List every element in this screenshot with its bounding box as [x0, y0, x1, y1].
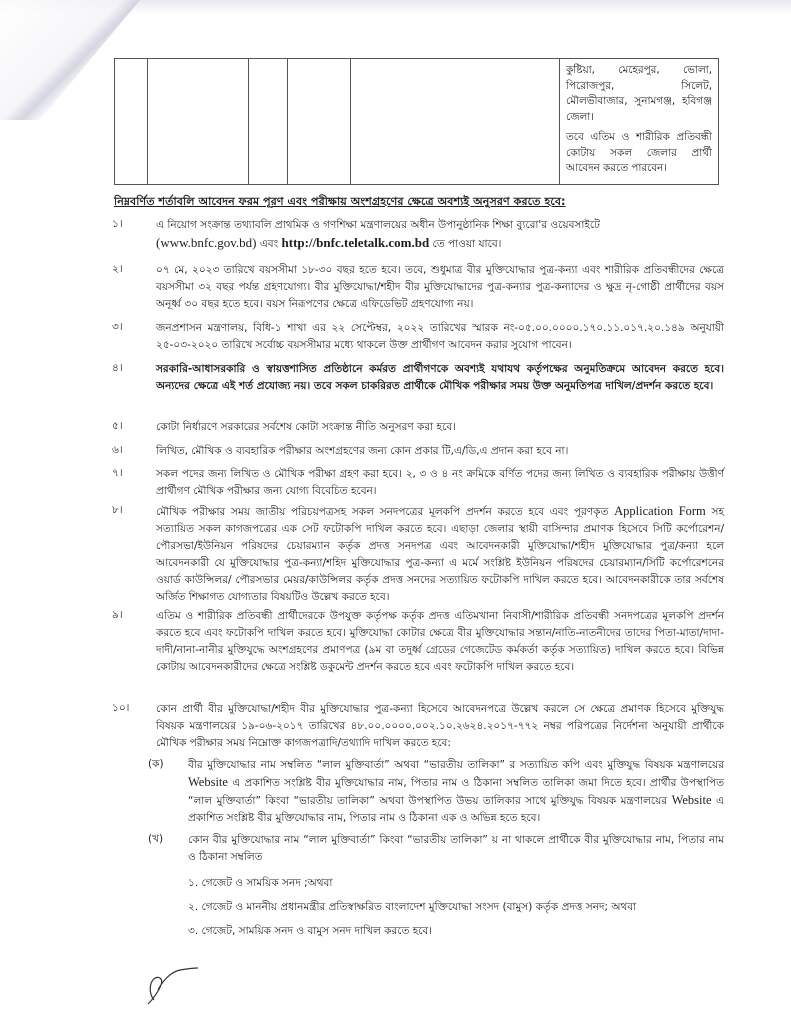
item-number: ১০।	[112, 702, 130, 714]
item-text: সরকারি-আধাসরকারি ও স্বায়ত্তশাসিত প্রতিষ্ঠানে কর্মরত প্রার্থীগণকে অবশ্যই যথাযথ কর্তৃপক্ষের অনুমতিক্রমে আবেদন করতে হবে। অন্যদের ক্ষেত্রে এই শর্ত প্রযোজ্য নয়। তবে সকল চাকরিরত প্রার্থীকে মৌখিক পরীক্ষার সময় উক্ত অনুমতিপত্র দাখিল/প্রদর্শন করতে হবে।	[156, 363, 724, 392]
sub-item-label: (ক)	[148, 758, 164, 770]
item-number: ১।	[112, 218, 123, 230]
item-text: এতিম ও শারীরিক প্রতিবন্ধী প্রার্থীদেরকে উপযুক্ত কর্তৃপক্ষ কর্তৃক প্রদত্ত এতিমখানা নিবাসী/শারীরিক প্রতিবন্ধী সনদপত্রের মূলকপি প্রদর্শন করতে হবে এবং ফটোকপি দাখিল করতে হবে। মুক্তিযোদ্ধা কোটার ক্ষেত্রে বীর মুক্তিযোদ্ধার সন্তান/নাতি-নাতনীদের তাদের পিতা-মাতা/দাদা-দাদী/নানা-নানীর মুক্তিযুদ্ধে অংশগ্রহণের প্রমাণপত্র (৯ম বা তদুর্ধ্ব গ্রেডের গেজেটেড কর্মকর্তা কর্তৃক সত্যায়িত) দাখিল করতে হবে। বিভিন্ন কোটায় আবেদনকারীদের ক্ষেত্রে সংশ্লিষ্ট ডকুমেন্ট প্রদর্শন করতে হবে এবং ফটোকপি দাখিল করতে হবে।	[156, 610, 724, 673]
table-cell-serial	[115, 59, 148, 185]
quota-table	[114, 58, 719, 185]
item-number: ৭।	[112, 467, 123, 479]
sub-item-text-part: এ প্রকাশিত সংশ্লিষ্ট বীর মুক্তিযোদ্ধার নাম, পিতার নাম ও ঠিকানা সম্বলিত তালিকা জমা দিতে হবে। প্রার্থীর উপস্থাপিত “লাল মুক্তিবার্তা” কিংবা “ভারতীয় তালিকা” অথবা উপস্থাপিত উভয় তালিকার সাথে মুক্তিযুদ্ধ বিষয়ক মন্ত্রণালয়ের	[188, 777, 724, 807]
item-text: জনপ্রশাসন মন্ত্রণালয়, বিধি-১ শাখা এর ২২ সেপ্টেম্বর, ২০২২ তারিখের স্মারক নং-০৫.০০.০০০০.১৭০.১১.০১৭.২০.১৪৯ অনুযায়ী ২৫-০৩-২০২০ তারিখে সর্বোচ্চ বয়সসীমার মধ্যে থাকলে উক্ত প্রার্থীগণ আবেদন করার সুযোগ পাবেন।	[156, 322, 724, 351]
item-number: ৪।	[112, 362, 123, 374]
item-text	[156, 503, 724, 606]
item-number: ৮।	[112, 504, 123, 516]
item-number: ২।	[112, 263, 123, 275]
sub-item-text-part: বীর মুক্তিযোদ্ধার নাম সম্বলিত “লাল মুক্তিবার্তা” অথবা “ভারতীয় তালিকা” র সত্যায়িত কপি এবং মুক্তিযুদ্ধ বিষয়ক মন্ত্রণালয়ের	[188, 759, 724, 771]
sub-item-text: কোন বীর মুক্তিযোদ্ধার নাম “লাল মুক্তিবার্তা” কিংবা “ভারতীয় তালিকা” য় না থাকলে প্রার্থীকে বীর মুক্তিযোদ্ধার নাম, পিতার নাম ও ঠিকানা সম্বলিত	[188, 834, 724, 863]
districts-text: কুষ্টিয়া, মেহেরপুর, ভোলা, পিরোজপুর, সিলেট, মৌলভীবাজার, সুনামগঞ্জ, হবিগঞ্জ জেলা।	[566, 64, 712, 123]
item-text-part: এবং	[256, 238, 282, 250]
sub-item-label: (খ)	[148, 833, 164, 845]
sub-item-text	[188, 757, 724, 827]
table-cell-qualification	[351, 59, 560, 185]
item-text: কোন প্রার্থী বীর মুক্তিযোদ্ধা/শহীদ বীর মুক্তিযোদ্ধার পুত্র-কন্যা হিসেবে আবেদনপত্রে উল্লেখ করলে সে ক্ষেত্রে প্রমাণক হিসেবে মুক্তিযুদ্ধ বিষয়ক মন্ত্রণালয়ের ১৯-০৬-২০১৭ তারিখের ৪৮.০০.০০০০.০০২.১০.২৬২৪.২০১৭-৭৭২ নম্বর পরিপত্রের নির্দেশনা অনুযায়ী প্রার্থীকে মৌখিক পরীক্ষার সময় নিম্নোক্ত কাগজপত্রাদি/তথ্যাদি দাখিল করতে হবে:	[156, 703, 724, 749]
item-text-part: তে পাওয়া যাবে।	[429, 238, 502, 250]
document-option-3: ৩. গেজেট, সাময়িক সনদ ও বামুস সনদ দাখিল করতে হবে।	[188, 925, 433, 937]
website-link[interactable]: (www.bnfc.gov.bd)	[156, 235, 257, 250]
website-term: Website	[188, 775, 228, 789]
item-text: লিখিত, মৌখিক ও ব্যবহারিক পরীক্ষার অংশগ্রহণের জন্য কোন প্রকার টি,এ/ডি,এ প্রদান করা হবে না।	[156, 445, 569, 457]
application-form-term: Application Form	[614, 504, 706, 518]
table-cell-count	[288, 59, 351, 185]
item-number: ৬।	[112, 444, 123, 456]
signature-mark	[140, 960, 200, 1010]
item-text-part: সহ সত্যায়িত সকল কাগজপত্রের এক সেট ফটোকপি দাখিল করতে হবে। এছাড়া জেলার স্থায়ী বাসিন্দার প্রমাণক হিসেবে সিটি কর্পোরেশন/পৌরসভা/ইউনিয়ন পরিষদের চেয়ারম্যান কর্তৃক প্রদত্ত সনদপত্র এবং আবেদনকারী মুক্তিযোদ্ধা/শহীদ মুক্তিযোদ্ধার পুত্র/কন্যা হলে আবেদনকারী যে মুক্তিযোদ্ধার পুত্র-কন্যা/শহিদ মুক্তিযোদ্ধার পুত্র-কন্যা এ মর্মে সংশ্লিষ্ট ইউনিয়ন পরিষদের চেয়ারম্যান/সিটি কর্পোরেশনের ওয়ার্ড কাউন্সিলর/ পৌরসভার মেয়র/কাউন্সিলর কর্তৃক প্রদত্ত সনদের সত্যায়িত ফটোকপি দাখিল করতে হবে। আবেদনকারীকে তার সর্বশেষ অর্জিত শিক্ষাগত যোগ্যতার বিষয়টিও উল্লেখ করতে হবে।	[156, 506, 725, 603]
sub-item-text-part: এ প্রকাশিত সংশ্লিষ্ট বীর মুক্তিযোদ্ধার নাম, পিতার নাম ও ঠিকানা এক ও অভিন্ন হতে হবে।	[188, 795, 724, 824]
item-text: সকল পদের জন্য লিখিত ও মৌখিক পরীক্ষা গ্রহণ করা হবে। ২, ৩ ও ৪ নং ক্রমিকে বর্ণিত পদের জন্য লিখিত ও ব্যবহারিক পরীক্ষায় উত্তীর্ণ প্রার্থীগণ মৌখিক পরীক্ষার জন্য যোগ্য বিবেচিত হবেন।	[156, 468, 724, 497]
conditions-heading: নিম্নবর্ণিত শর্তাবলি আবেদন ফরম পূরণ এবং পরীক্ষায় অংশগ্রহণের ক্ষেত্রে অবশ্যই অনুসরণ করতে হবে:	[114, 195, 566, 208]
item-text	[156, 217, 724, 253]
quota-note-text: তবে এতিম ও শারীরিক প্রতিবন্ধী কোটায় সকল জেলার প্রার্থী আবেদন করতে পারবেন।	[566, 131, 712, 174]
item-text: কোটা নির্ধারণে সরকারের সর্বশেষ কোটা সংক্রান্ত নীতি অনুসরণ করা হবে।	[156, 421, 456, 433]
table-row	[115, 59, 719, 185]
document-option-2: ২. গেজেট ও মাননীয় প্রধানমন্ত্রীর প্রতিস্বাক্ষরিত বাংলাদেশ মুক্তিযোদ্ধা সংসদ (বামুস) কর্তৃক প্রদত্ত সনদ; অথবা	[188, 901, 637, 913]
item-text: ০৭ মে, ২০২৩ তারিখে বয়সসীমা ১৮-৩০ বছর হতে হবে। তবে, শুধুমাত্র বীর মুক্তিযোদ্ধার পুত্র-কন্যা এবং শারীরিক প্রতিবন্ধীদের ক্ষেত্রে বয়সসীমা ৩২ বছর পর্যন্ত গ্রহণযোগ্য। বীর মুক্তিযোদ্ধা/শহীদ বীর মুক্তিযোদ্ধাদের পুত্র-কন্যার পুত্র-কন্যাদের ও ক্ষুদ্র নৃ-গোষ্ঠী প্রার্থীদের বয়স অনূর্ধ্ব ৩০ বছর হতে হবে। বয়স নিরূপণের ক্ষেত্রে এফিডেভিট গ্রহণযোগ্য নয়।	[156, 264, 724, 310]
item-number: ৯।	[112, 609, 123, 621]
teletalk-link[interactable]: http://bnfc.teletalk.com.bd	[281, 235, 430, 250]
table-cell-quota	[560, 59, 719, 185]
item-text-part: মৌখিক পরীক্ষার সময় জাতীয় পরিচয়পত্রসহ সকল সনদপত্রের মূলকপি প্রদর্শন করতে হবে এবং পূরণকৃত	[156, 506, 615, 518]
item-number: ৩।	[112, 321, 123, 333]
website-term: Website	[671, 793, 712, 807]
item-text-part: এ নিয়োগ সংক্রান্ত তথ্যাবলি প্রাথমিক ও গণশিক্ষা মন্ত্রণালয়ের অধীন উপানুষ্ঠানিক শিক্ষা ব্যুরো'র ওয়েবসাইটে	[156, 219, 600, 231]
table-cell-post	[148, 59, 249, 185]
item-number: ৫।	[112, 420, 123, 432]
document-option-1: ১. গেজেট ও সাময়িক সনদ ;অথবা	[188, 877, 333, 889]
table-cell-grade	[249, 59, 288, 185]
